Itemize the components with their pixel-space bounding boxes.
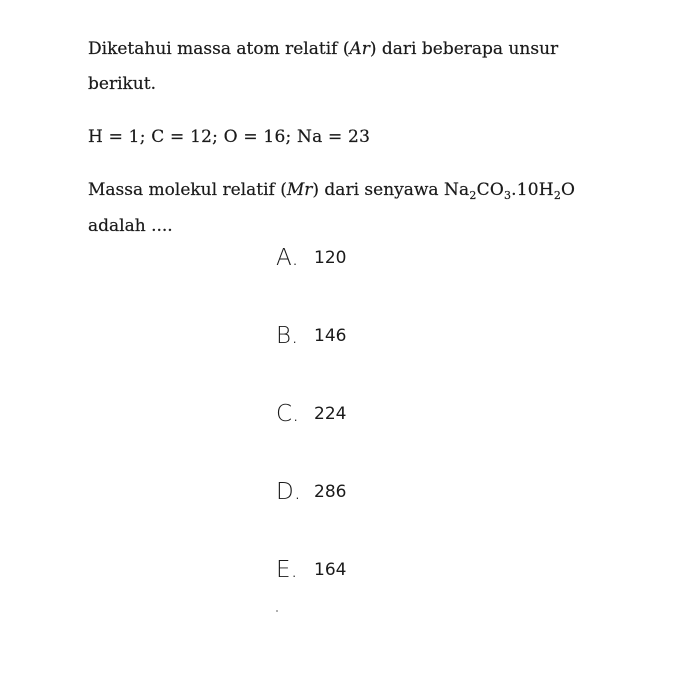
- formula-part: CO: [476, 180, 504, 200]
- question-line-3: [88, 173, 648, 209]
- question-text: [88, 32, 648, 244]
- option-value: 164: [314, 560, 347, 580]
- spacer: [88, 155, 648, 173]
- option-letter: A.: [276, 245, 299, 271]
- option-letter: C.: [276, 401, 300, 427]
- ar-symbol: Ar: [349, 39, 370, 59]
- option-letter: B.: [276, 323, 299, 349]
- formula-part: O: [561, 180, 576, 200]
- formula-subscript: 3: [503, 189, 512, 202]
- option-a[interactable]: [276, 240, 476, 318]
- question-line-4: adalah ....: [88, 216, 173, 236]
- question-line-1: [88, 32, 648, 67]
- element-masses: H = 1; C = 12; O = 16; Na = 23: [88, 127, 371, 147]
- question-line-3-end: ) dari senyawa: [312, 180, 444, 200]
- option-letter: E.: [276, 557, 298, 583]
- answer-options: [276, 240, 476, 630]
- question-line-1-end: ) dari beberapa unsur: [369, 39, 559, 59]
- option-c[interactable]: [276, 396, 476, 474]
- formula-subscript: 2: [469, 189, 477, 202]
- question-line-2: berikut.: [88, 74, 156, 94]
- compound-formula: [444, 180, 575, 200]
- question-line-3-start: Massa molekul relatif (: [88, 180, 287, 200]
- formula-part: Na: [443, 180, 470, 200]
- option-value: 146: [314, 326, 347, 346]
- formula-part: .10H: [511, 180, 554, 200]
- spacer: [88, 102, 648, 120]
- option-letter: D.: [276, 479, 302, 505]
- option-b[interactable]: [276, 318, 476, 396]
- option-value: 120: [314, 248, 347, 268]
- stray-dot: [276, 610, 278, 612]
- option-value: 286: [314, 482, 347, 502]
- option-e[interactable]: [276, 552, 476, 630]
- formula-subscript: 2: [553, 189, 562, 202]
- option-d[interactable]: [276, 474, 476, 552]
- mr-symbol: Mr: [286, 180, 313, 200]
- question-line-1-start: Diketahui massa atom relatif (: [88, 39, 350, 59]
- option-value: 224: [314, 404, 347, 424]
